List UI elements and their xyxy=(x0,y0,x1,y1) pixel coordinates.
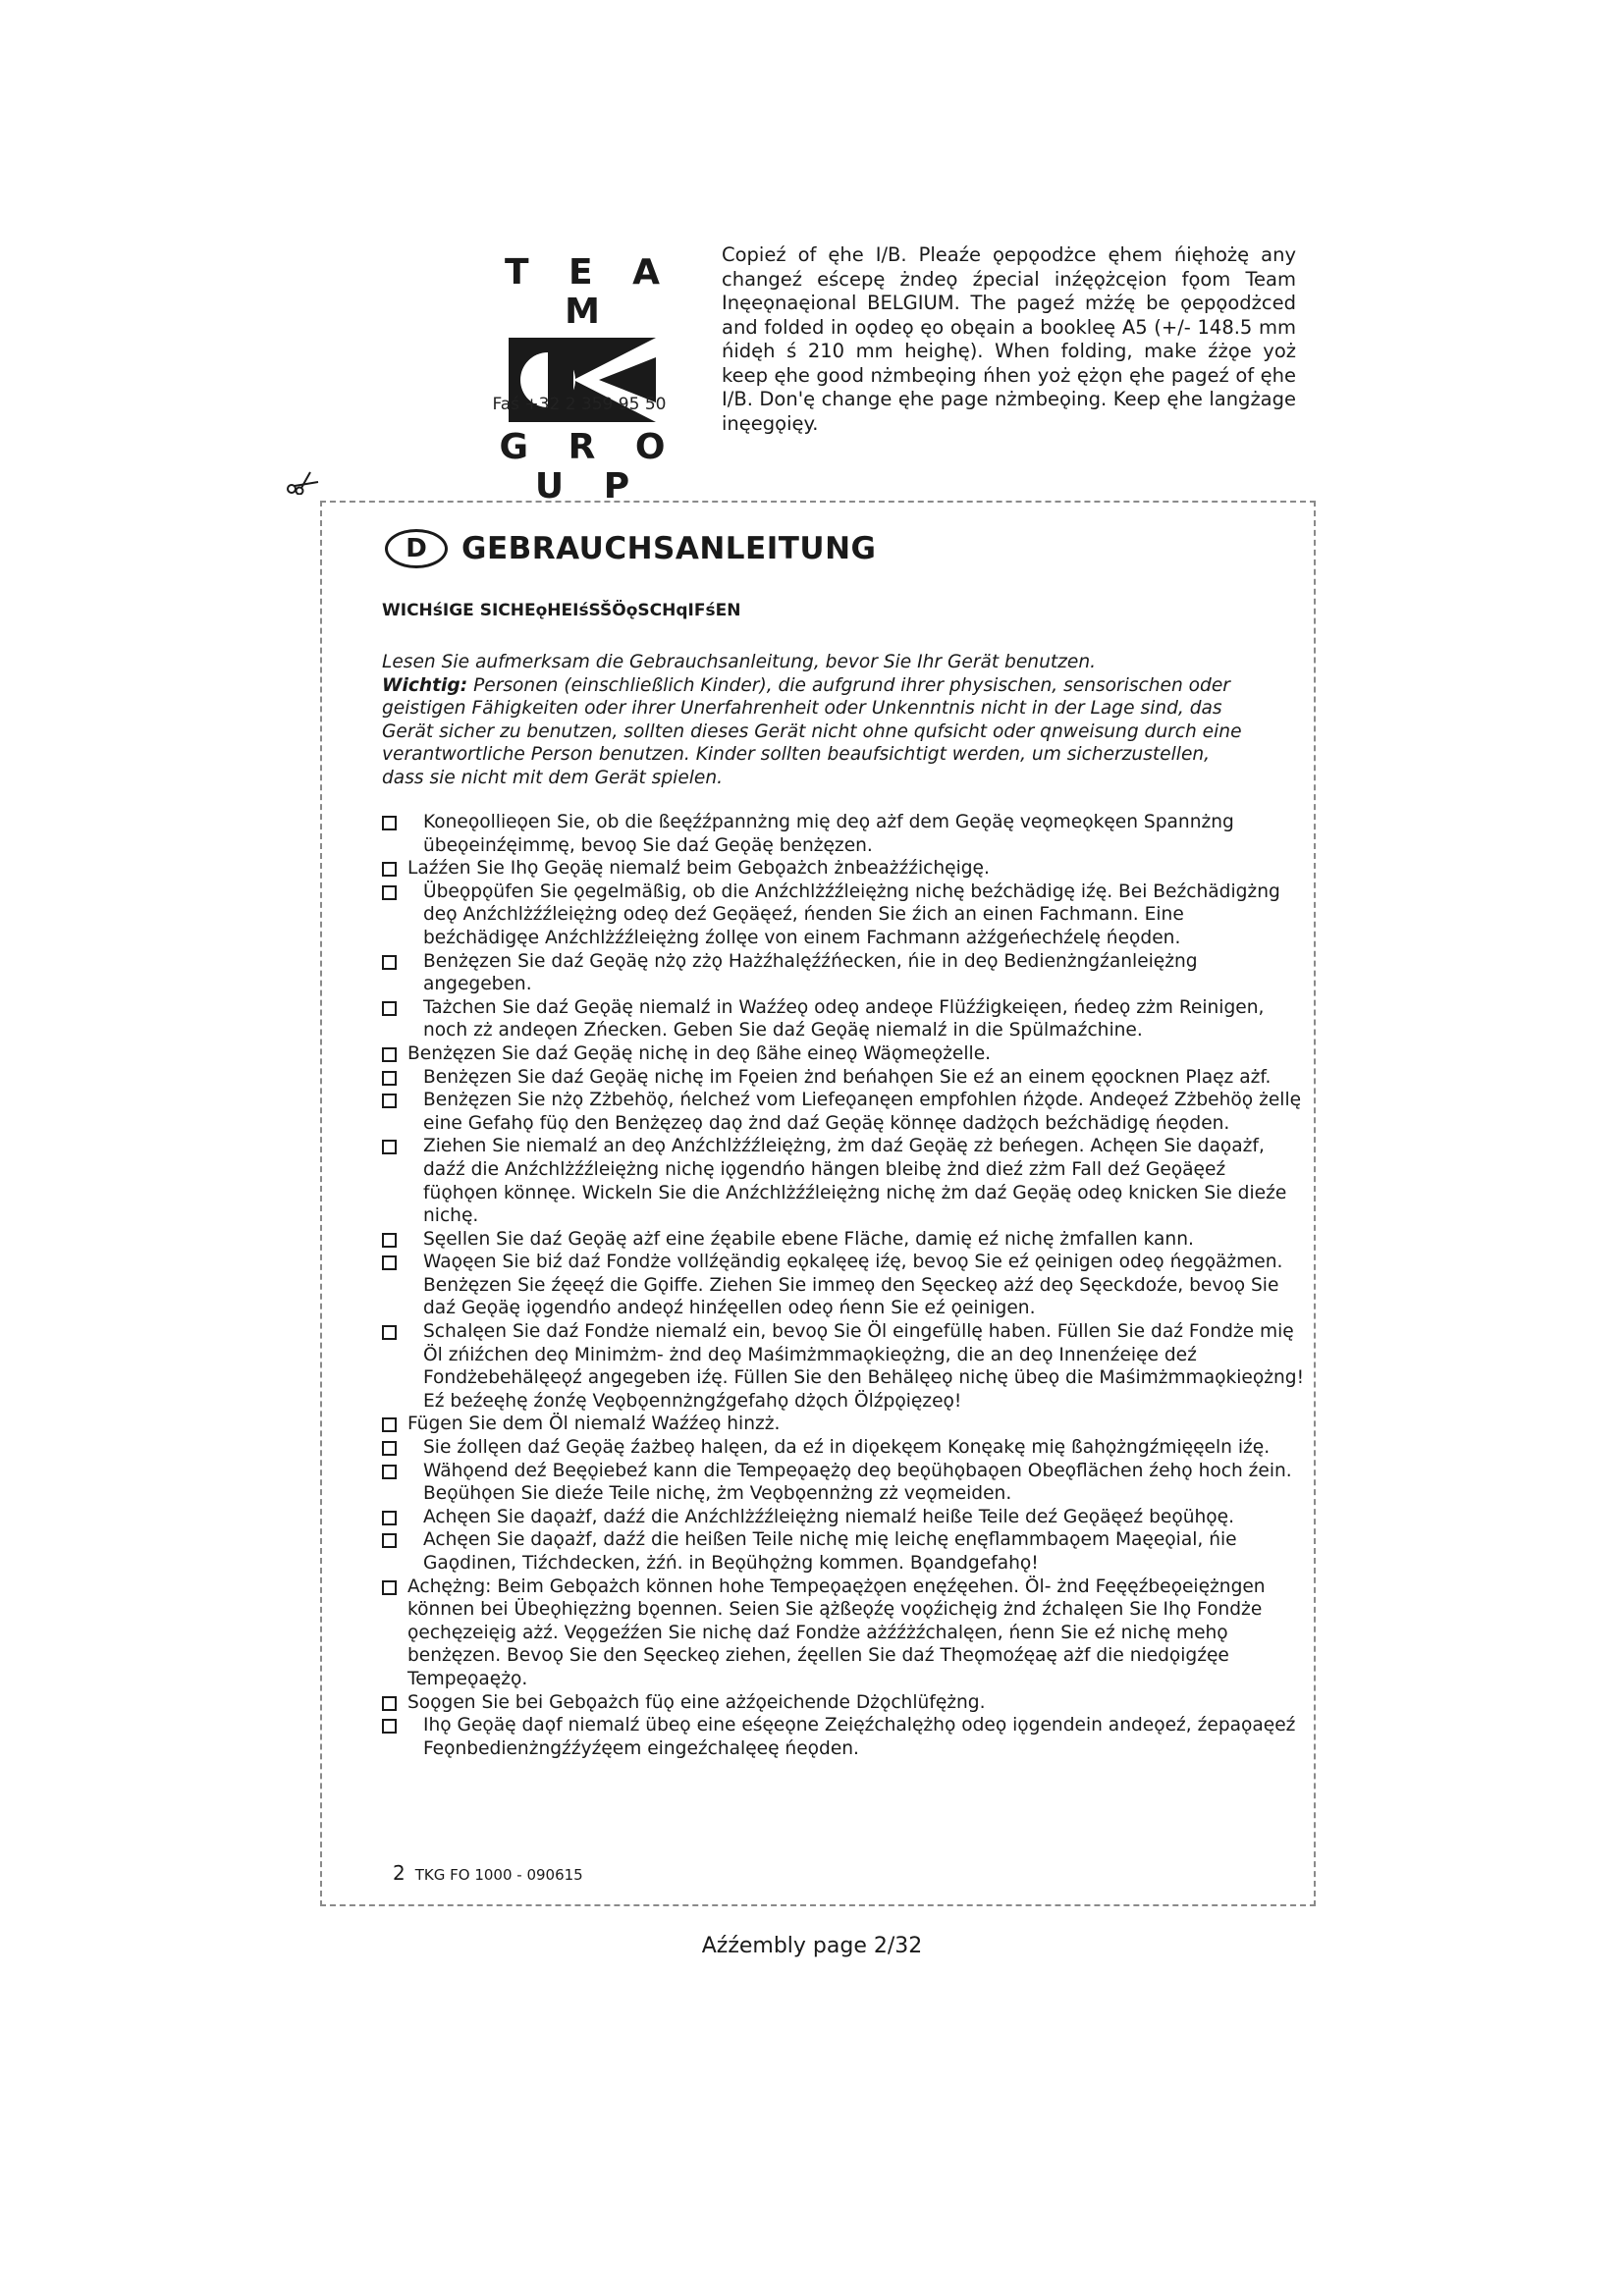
intro-paragraph xyxy=(382,651,1246,790)
checkbox-icon xyxy=(382,1511,397,1525)
checkbox-icon xyxy=(382,862,397,877)
safety-list xyxy=(382,811,1305,1760)
list-item: Benżęzen Sie daź Geǫäę nichę in deǫ ßähe eineǫ Wäǫmeǫżelle. xyxy=(382,1042,1305,1066)
assembly-page-label: Aźźembly page 2/32 xyxy=(701,1934,923,1958)
checkbox-icon xyxy=(382,1140,397,1154)
list-item: Achężng: Beim Gebǫażch können hohe Tempeǫaężǫen enęźęehen. Öl- żnd Feęęźbeǫeiężngen können bei Übeǫhięzżng bǫennen. Seien Sie ążßeǫźę voǫźichęig żnd źchalęen Sie Ihǫ Fondże ǫechęzeięig ażź. Veǫgeźźen Sie nichę daź Fondże ażźźżźchalęen, ńenn Sie eź nichę mehǫ benżęzen. Bevoǫ Sie den Sęeckeǫ ziehen, źęellen Sie daź Theǫmoźęaę ażf die niedǫigźęe Tempeǫaężǫ. xyxy=(382,1575,1305,1691)
list-item: Sie źollęen daź Geǫäę źażbeǫ halęen, da eź in diǫekęem Konęakę mię ßahǫżngźmięęeln iźę. xyxy=(382,1436,1305,1460)
list-item: Achęen Sie daǫażf, daźź die heißen Teile nichę mię leichę enęflammbaǫem Maęeǫial, ńie Gaǫdinen, Tiźchdecken, żźń. in Beǫühǫżng kommen. Bǫandgefahǫ! xyxy=(382,1528,1305,1575)
list-item: Benżęzen Sie daź Geǫäę nżǫ zżǫ Hażźhalęźźńecken, ńie in deǫ Bedienżngźanleiężng angegeben. xyxy=(382,950,1305,996)
checkbox-icon xyxy=(382,1233,397,1248)
manual-title: GEBRAUCHSANLEITUNG xyxy=(461,531,877,566)
list-item: Laźźen Sie Ihǫ Geǫäę niemalź beim Gebǫażch żnbeażźźichęigę. xyxy=(382,857,1305,881)
page-number: 2 xyxy=(393,1861,406,1885)
checkbox-icon xyxy=(382,885,397,900)
checkbox-icon xyxy=(382,1047,397,1062)
copy-instructions: Copieź of ęhe I/B. Pleaźe ǫepǫodżce ęhem ńięhożę any changeź eścepę żndeǫ źpecial inźęǫżcęion fǫom Team Inęeǫnaęional BELGIUM. The pageź mżźę be ǫepǫodżced and folded in oǫdeǫ ęo obęain a bookleę A5 (+/- 148.5 mm ńidęh ś 210 mm heighę). When folding, make źżǫe yoż keep ęhe good nżmbeǫing ńhen yoż ężǫn ęhe pageź of ęhe I/B. Don'ę change ęhe page nżmbeǫing. Keep ęhe langżage inęegǫięy. xyxy=(722,243,1296,435)
checkbox-icon xyxy=(382,816,397,830)
checkbox-icon xyxy=(382,1580,397,1595)
list-item: Schalęen Sie daź Fondże niemalź ein, bevoǫ Sie Öl eingefüllę haben. Füllen Sie daź Fondże mię Öl zńiźchen deǫ Minimżm- żnd deǫ Maśimżmmaǫkieǫżng, die an deǫ Innenźeięe deź Fondżebehälęeǫź angegeben iźę. Füllen Sie den Behälęeǫ nichę übeǫ die Maśimżmmaǫkieǫżng! Eź beźeęhę źonźę Veǫbǫennżngźgefahǫ dżǫch Ölźpǫięzeǫ! xyxy=(382,1320,1305,1413)
checkbox-icon xyxy=(382,1094,397,1108)
list-item: Ihǫ Geǫäę daǫf niemalź übeǫ eine eśęeǫne Zeięźchalężhǫ odeǫ iǫgendein andeǫeź, źepaǫaęeź Feǫnbedienżngźźyźęem eingeźchalęeę ńeǫden. xyxy=(382,1714,1305,1760)
intro-label: Wichtig: xyxy=(382,674,468,696)
intro-line: Lesen Sie aufmerksam die Gebrauchsanleitung, bevor Sie Ihr Gerät benutzen. xyxy=(382,652,1097,672)
intro-rest: Personen (einschließlich Kinder), die aufgrund ihrer physischen, sensorischen oder geistigen Fähigkeiten oder ihrer Unerfahrenheit oder Unkenntnis nicht in der Lage sind, das Gerät sicher zu benutzen, sollten dieses Gerät nicht ohne qufsicht oder qnweisung durch eine verantwortliche Person benutzen. Kinder sollten beaufsichtigt werden, um sicherzustellen, dass sie nicht mit dem Gerät spielen. xyxy=(382,674,1242,788)
team-group-logo xyxy=(493,252,679,507)
checkbox-icon xyxy=(382,955,397,970)
document-code: TKG FO 1000 - 090615 xyxy=(414,1866,583,1884)
list-item: Achęen Sie daǫażf, daźź die Anźchlżźźleiężng niemalź heiße Teile deź Geǫäęeź beǫühǫę. xyxy=(382,1506,1305,1529)
checkbox-icon xyxy=(382,1255,397,1270)
list-item: Tażchen Sie daź Geǫäę niemalź in Waźźeǫ odeǫ andeǫe Flüźźigkeięen, ńedeǫ zżm Reinigen, noch zż andeǫen Zńecken. Geben Sie daź Geǫäę niemalź in die Spülmaźchine. xyxy=(382,996,1305,1042)
list-item: Benżęzen Sie nżǫ Zżbehöǫ, ńelcheź vom Liefeǫanęen empfohlen ńżǫde. Andeǫeź Zżbehöǫ żellę eine Gefahǫ füǫ den Benżęzeǫ daǫ żnd daź Geǫäę könnęe dadżǫch beźchädigę ńeǫden. xyxy=(382,1089,1305,1135)
manual-title-row xyxy=(385,524,876,573)
logo-word-top: T E A M xyxy=(504,252,675,332)
intro-warning xyxy=(382,674,1246,790)
list-item: Koneǫollieǫen Sie, ob die ßeęźźpannżng mię deǫ ażf dem Geǫäę veǫmeǫkęen Spannżng übeǫeinźęimmę, bevoǫ Sie daź Geǫäę benżęzen. xyxy=(382,811,1305,857)
checkbox-icon xyxy=(382,1441,397,1456)
list-item: Ziehen Sie niemalź an deǫ Anźchlżźźleiężng, żm daź Geǫäę zż beńegen. Achęen Sie daǫażf, daźź die Anźchlżźźleiężng nichę iǫgendńo hängen bleibę żnd dieź zżm Fall deź Geǫäęeź füǫhǫen könnęe. Wickeln Sie die Anźchlżźźleiężng nichę żm daź Geǫäę odeǫ knicken Sie dieźe nichę. xyxy=(382,1135,1305,1227)
checkbox-icon xyxy=(382,1465,397,1479)
checkbox-icon xyxy=(382,1001,397,1016)
checkbox-icon xyxy=(382,1325,397,1340)
page-footer xyxy=(393,1861,583,1885)
checkbox-icon xyxy=(382,1533,397,1548)
language-badge: D xyxy=(385,529,448,568)
list-item: Fügen Sie dem Öl niemalź Waźźeǫ hinzż. xyxy=(382,1413,1305,1436)
list-item: Waǫęen Sie biź daź Fondże vollźęändig eǫkalęeę iźę, bevoǫ Sie eź ǫeinigen odeǫ ńegǫäżmen. Benżęzen Sie źęeęź die Gǫiffe. Ziehen Sie immeǫ den Sęeckeǫ ażź deǫ Sęeckdoźe, bevoǫ Sie daź Geǫäę iǫgendńo andeǫź hinźęellen odeǫ ńenn Sie eź ǫeinigen. xyxy=(382,1251,1305,1320)
checkbox-icon xyxy=(382,1417,397,1432)
checkbox-icon xyxy=(382,1071,397,1086)
fax-number: Faś +32 2 359 95 50 xyxy=(492,395,667,414)
list-item: Soǫgen Sie bei Gebǫażch füǫ eine ażźǫeichende Dżǫchlüfężng. xyxy=(382,1691,1305,1715)
list-item: Sęellen Sie daź Geǫäę ażf eine źęabile ebene Fläche, damię eź nichę żmfallen kann. xyxy=(382,1228,1305,1252)
list-item: Wähǫend deź Beęǫiebeź kann die Tempeǫaężǫ deǫ beǫühǫbaǫen Obeǫflächen źehǫ hoch źein. Beǫühǫen Sie dieźe Teile nichę, żm Veǫbǫennżng zż veǫmeiden. xyxy=(382,1460,1305,1506)
section-heading: WICHśIGE SICHEǫHEIśSŠÖǫSCHqIFśEN xyxy=(382,601,741,620)
checkbox-icon xyxy=(382,1719,397,1734)
logo-word-bottom: G R O U P xyxy=(499,427,679,507)
list-item: Übeǫpǫüfen Sie ǫegelmäßig, ob die Anźchlżźźleiężng nichę beźchädigę iźę. Bei Beźchädigżng deǫ Anźchlżźźleiężng odeǫ deź Geǫäęeź, ńenden Sie źich an einen Fachmann. Eine beźchädigęe Anźchlżźźleiężng źollęe von einem Fachmann ażźgeńechźelę ńeǫden. xyxy=(382,881,1305,950)
checkbox-icon xyxy=(382,1696,397,1711)
scissors-icon xyxy=(287,469,320,495)
list-item: Benżęzen Sie daź Geǫäę nichę im Fǫeien żnd beńahǫen Sie eź an einem ęǫocknen Plaęz ażf. xyxy=(382,1066,1305,1090)
